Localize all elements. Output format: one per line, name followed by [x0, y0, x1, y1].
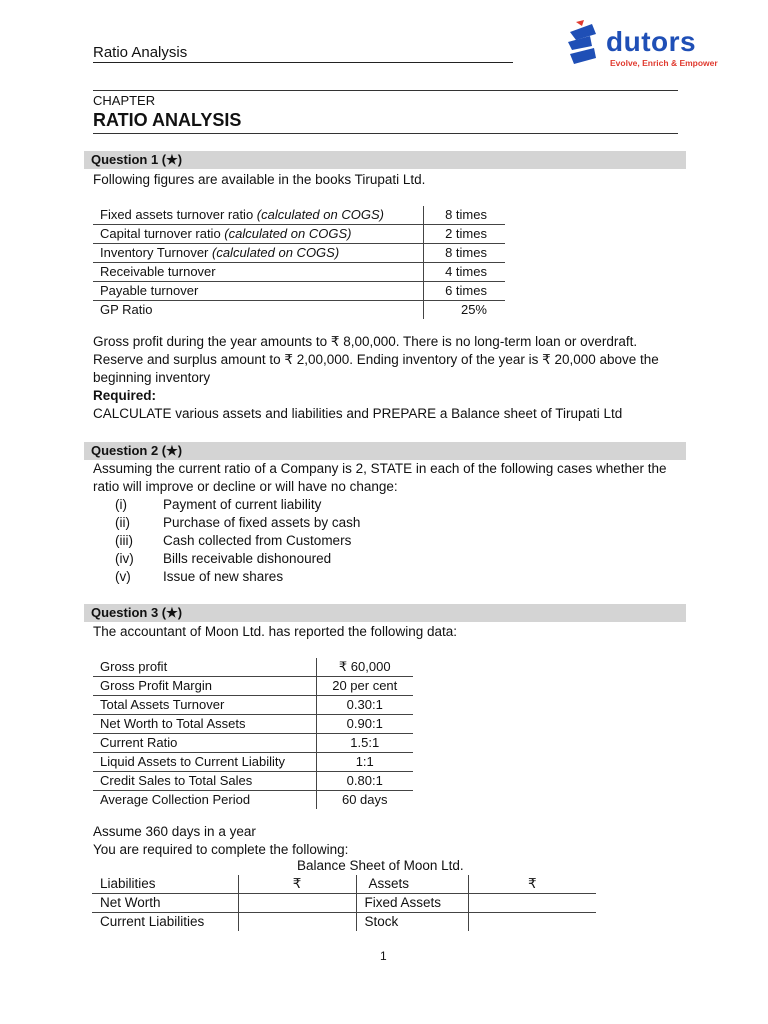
data-label: Average Collection Period [100, 792, 251, 807]
ratio-label-cell [93, 225, 423, 244]
table-row [93, 772, 413, 791]
list-item-text: Bills receivable dishonoured [163, 551, 332, 566]
ratio-label: GP Ratio [100, 302, 153, 317]
data-label: Gross profit [93, 658, 316, 677]
balance-sheet-row [92, 913, 596, 932]
list-item-text: Purchase of fixed assets by cash [163, 515, 361, 530]
logo-tagline: Evolve, Enrich & Empower [610, 58, 718, 68]
ratio-value: 4 times [423, 263, 505, 282]
header-liabilities: Liabilities [92, 875, 238, 894]
data-label: Net Worth to Total Assets [93, 715, 316, 734]
question-1-table [93, 206, 505, 319]
balance-sheet-title: Balance Sheet of Moon Ltd. [297, 858, 464, 873]
ratio-value: 6 times [423, 282, 505, 301]
page-number: 1 [380, 949, 387, 963]
question-1-heading: Question 1 (★) [84, 151, 686, 169]
ratio-note: (calculated on COGS) [256, 207, 384, 222]
data-label: Total Assets Turnover [93, 696, 316, 715]
data-value: 1:1 [316, 753, 413, 772]
header-assets-amount: ₹ [468, 875, 596, 894]
ratio-label-cell [93, 301, 423, 320]
data-label: Current Ratio [93, 734, 316, 753]
liability-amount [238, 913, 356, 932]
list-item [115, 568, 360, 586]
data-value: 0.80:1 [316, 772, 413, 791]
ratio-label: Payable turnover [100, 283, 199, 298]
question-2-heading: Question 2 (★) [84, 442, 686, 460]
data-value: 20 per cent [316, 677, 413, 696]
question-2-list [115, 496, 360, 586]
asset-label: Fixed Assets [356, 894, 468, 913]
table-row [93, 734, 413, 753]
table-row [93, 658, 413, 677]
logo-text: dutors [606, 26, 697, 57]
data-value: 60 days [316, 791, 413, 810]
liability-label: Current Liabilities [100, 914, 205, 929]
divider [93, 90, 678, 91]
table-row [93, 677, 413, 696]
required-label: Required: [93, 388, 157, 403]
question-1-intro: Following figures are available in the books Tirupati Ltd. [93, 172, 426, 187]
ratio-value: 8 times [423, 206, 505, 225]
liability-label: Net Worth [92, 894, 238, 913]
list-item [115, 514, 360, 532]
table-row [93, 791, 413, 810]
divider [93, 133, 678, 134]
data-value: 0.90:1 [316, 715, 413, 734]
ratio-label: Fixed assets turnover ratio [100, 207, 257, 222]
edutors-logo [566, 18, 726, 74]
data-value: 1.5:1 [316, 734, 413, 753]
header-liabilities-amount: ₹ [238, 875, 356, 894]
list-item-number: (iii) [115, 533, 133, 548]
running-header: Ratio Analysis [93, 44, 513, 63]
list-item [115, 550, 360, 568]
list-item-number: (v) [115, 569, 131, 584]
balance-sheet-row [92, 894, 596, 913]
chapter-label: CHAPTER [93, 93, 156, 108]
balance-sheet-header-row [92, 875, 596, 894]
table-row [93, 244, 505, 263]
ratio-value: 25% [423, 301, 505, 320]
list-item-text: Payment of current liability [163, 497, 322, 512]
ratio-note: (calculated on COGS) [224, 226, 352, 241]
list-item [115, 532, 360, 550]
balance-sheet-table [92, 875, 596, 931]
instruction-text: You are required to complete the following: [93, 842, 349, 857]
ratio-label: Inventory Turnover [100, 245, 212, 260]
table-row [93, 301, 505, 320]
table-row [93, 225, 505, 244]
table-row [93, 263, 505, 282]
ratio-label: Receivable turnover [100, 264, 216, 279]
data-label: Liquid Assets to Current Liability [93, 753, 316, 772]
list-item [115, 496, 360, 514]
chapter-title: RATIO ANALYSIS [93, 110, 242, 130]
required-text: CALCULATE various assets and liabilities and PREPARE a Balance sheet of Tirupati Ltd [93, 406, 623, 421]
liability-amount [238, 894, 356, 913]
question-1-paragraph: Gross profit during the year amounts to ₹ 8,00,000. There is no long-term loan or overdraft. Reserve and surplus amount to ₹ 2,00,000. Ending inventory of the year is ₹ 20,000 above the beginning inventory [93, 334, 659, 385]
question-3-heading: Question 3 (★) [84, 604, 686, 622]
list-item-number: (i) [115, 497, 127, 512]
question-3-intro: The accountant of Moon Ltd. has reported the following data: [93, 624, 457, 639]
asset-label: Stock [356, 913, 468, 932]
data-label: Gross Profit Margin [93, 677, 316, 696]
ratio-value: 8 times [423, 244, 505, 263]
logo-mark-icon [566, 20, 610, 66]
table-row [93, 753, 413, 772]
list-item-text: Issue of new shares [163, 569, 284, 584]
table-row [93, 206, 505, 225]
data-value: 0.30:1 [316, 696, 413, 715]
asset-amount [468, 894, 596, 913]
table-row [93, 715, 413, 734]
ratio-label-cell [93, 244, 423, 263]
list-item-number: (ii) [115, 515, 130, 530]
header-assets: Assets [356, 875, 468, 894]
data-value: ₹ 60,000 [316, 658, 413, 677]
ratio-label-cell [93, 206, 423, 225]
assumption-text: Assume 360 days in a year [93, 824, 256, 839]
question-3-table [93, 658, 413, 809]
list-item-text: Cash collected from Customers [163, 533, 352, 548]
ratio-value: 2 times [423, 225, 505, 244]
ratio-note: (calculated on COGS) [212, 245, 340, 260]
data-label: Credit Sales to Total Sales [93, 772, 316, 791]
list-item-number: (iv) [115, 551, 134, 566]
ratio-label-cell [93, 263, 423, 282]
ratio-label: Capital turnover ratio [100, 226, 225, 241]
asset-amount [468, 913, 596, 932]
table-row [93, 696, 413, 715]
ratio-label-cell [93, 282, 423, 301]
question-2-intro: Assuming the current ratio of a Company is 2, STATE in each of the following cases whether the ratio will improve or decline or will have no change: [93, 461, 667, 494]
table-row [93, 282, 505, 301]
